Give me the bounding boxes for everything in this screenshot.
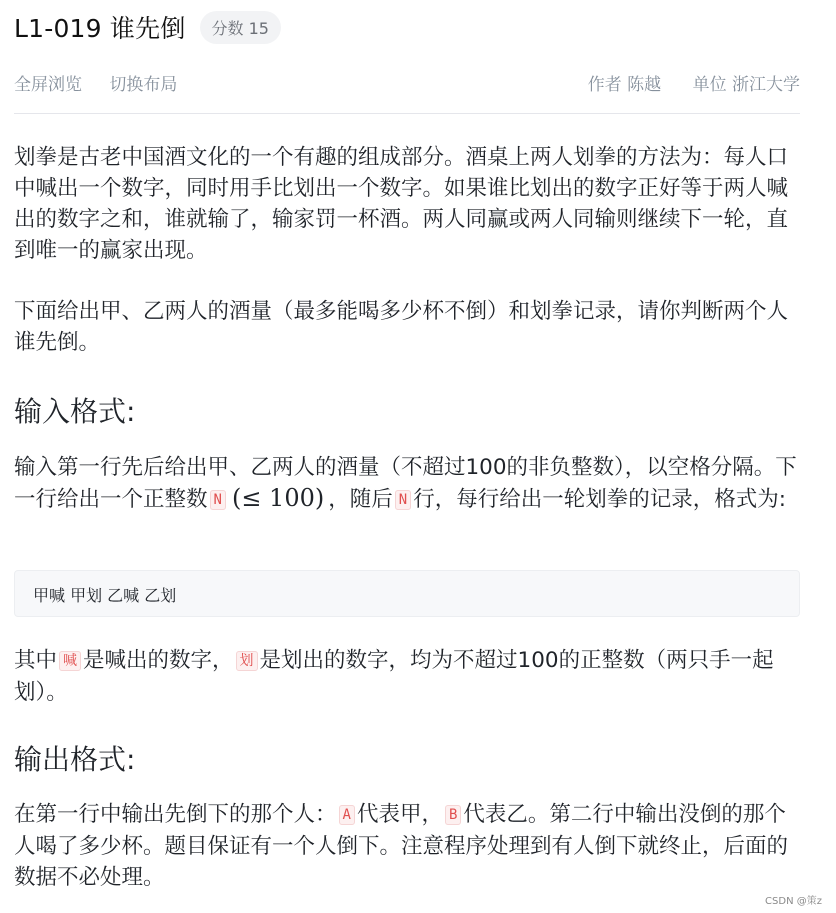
- inline-code-a: A: [339, 805, 355, 825]
- code-block: [14, 570, 800, 617]
- input-text-2: ，随后: [328, 487, 393, 512]
- description-paragraph-1: 划拳是古老中国酒文化的一个有趣的组成部分。酒桌上两人划拳的方法为：每人口中喊出一个数字，同时用手比划出一个数字。如果谁比划出的数字正好等于两人喊出的数字之和，谁就输了，输家罚一杯酒。两人同赢或两人同输则继续下一轮，直到唯一的赢家出现。: [14, 145, 789, 263]
- meta-row: [14, 70, 800, 98]
- input-format-paragraph: [14, 452, 800, 516]
- csdn-watermark: CSDN @策z: [765, 896, 822, 907]
- view-controls: [14, 70, 199, 95]
- inline-code-n-2: N: [395, 490, 411, 510]
- output-text-3: 代表乙。第二行中输出没倒的那个人喝了多少杯。题目保证有一个人倒下。注意程序处理到有人倒下就终止，后面的数据不必处理。: [14, 802, 789, 890]
- divider: [14, 113, 800, 114]
- description-paragraph-2: 下面给出甲、乙两人的酒量（最多能喝多少杯不倒）和划拳记录，请你判断两个人谁先倒。: [14, 299, 789, 355]
- org-label: 单位 浙江大学: [692, 75, 800, 95]
- inline-code-han: 喊: [59, 651, 81, 671]
- input-text-3: 行，每行给出一轮划拳的记录，格式为:: [413, 487, 786, 512]
- input-explanation-paragraph: [14, 645, 800, 708]
- output-format-paragraph: [14, 799, 800, 893]
- inline-code-b: B: [445, 805, 461, 825]
- output-text-2: 代表甲，: [356, 802, 443, 827]
- author-info: [562, 70, 800, 95]
- author-label: 作者 陈越: [587, 75, 662, 95]
- input-text-1: 输入第一行先后给出甲、乙两人的酒量（不超过100的非负整数），以空格分隔。下一行给出一个正整数: [14, 455, 797, 512]
- output-format-heading: 输出格式:: [14, 743, 136, 776]
- inline-code-n: N: [210, 490, 226, 510]
- input-text-6: 是划出的数字，均为不超过100的正整数（两只手一起划）。: [14, 648, 774, 705]
- score-badge: 分数 15: [200, 11, 281, 44]
- output-text-1: 在第一行中输出先倒下的那个人：: [14, 802, 337, 827]
- switch-layout-button[interactable]: 切换布局: [109, 75, 178, 95]
- problem-title: L1-019 谁先倒: [14, 14, 186, 43]
- math-le-100: (≤ 100): [231, 484, 325, 512]
- fullscreen-button[interactable]: 全屏浏览: [14, 75, 82, 95]
- input-text-5: 是喊出的数字，: [83, 648, 234, 673]
- input-format-heading: 输入格式:: [14, 395, 136, 428]
- inline-code-hua: 划: [236, 651, 258, 671]
- input-text-4: 其中: [14, 648, 58, 673]
- code-block-text: 甲喊 甲划 乙喊 乙划: [33, 586, 177, 605]
- title-row: [14, 10, 281, 44]
